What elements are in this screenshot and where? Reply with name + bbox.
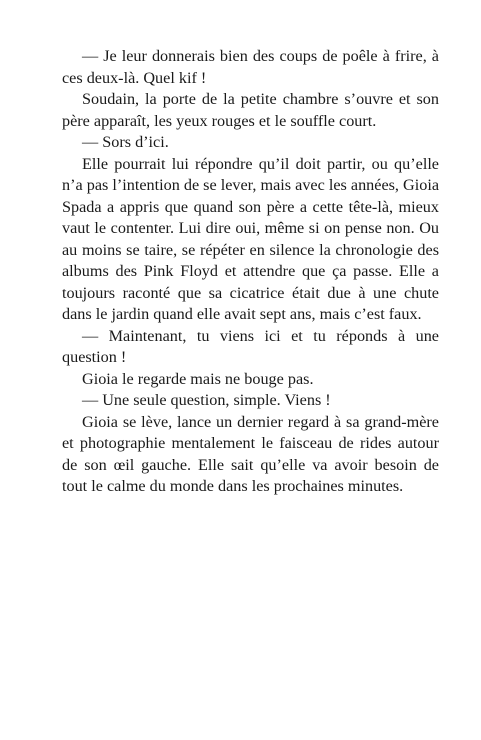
paragraph-narration-4: Gioia se lève, lance un dernier regard à sa grand-mère et photographie mentalement le faisceau de rides autour de son œil gauche. Elle sait qu’elle va avoir besoin de tout le calme du monde dans les prochaines minutes.: [62, 412, 439, 495]
paragraph-dialogue-2: — Sors d’ici.: [82, 133, 169, 151]
body-text: [62, 46, 439, 498]
paragraph-narration-3: Gioia le regarde mais ne bouge pas.: [82, 369, 314, 388]
paragraph-dialogue-4: — Une seule question, simple. Viens !: [82, 391, 331, 409]
paragraph-narration-1: Soudain, la porte de la petite chambre s’ouvre et son père apparaît, les yeux rouges et le souffle court.: [62, 90, 439, 130]
paragraph-narration-2: Elle pourrait lui répondre qu’il doit partir, ou qu’elle n’a pas l’intention de se lever, mais avec les années, Gioia Spada a appris que quand son père a cette tête-là, mieux vaut le contenter. Lui dire oui, même si on pense non. Ou au moins se taire, se répéter en silence la chronologie des albums des Pink Floyd et attendre que ça passe. Elle a toujours raconté que sa cicatrice était due à une chute dans le jardin quand elle avait sept ans, mais c’est faux.: [62, 154, 439, 323]
paragraph-dialogue-3: — Maintenant, tu viens ici et tu réponds à une question !: [62, 326, 439, 366]
paragraph-dialogue-1: — Je leur donnerais bien des coups de poêle à frire, à ces deux-là. Quel kif !: [62, 47, 439, 87]
